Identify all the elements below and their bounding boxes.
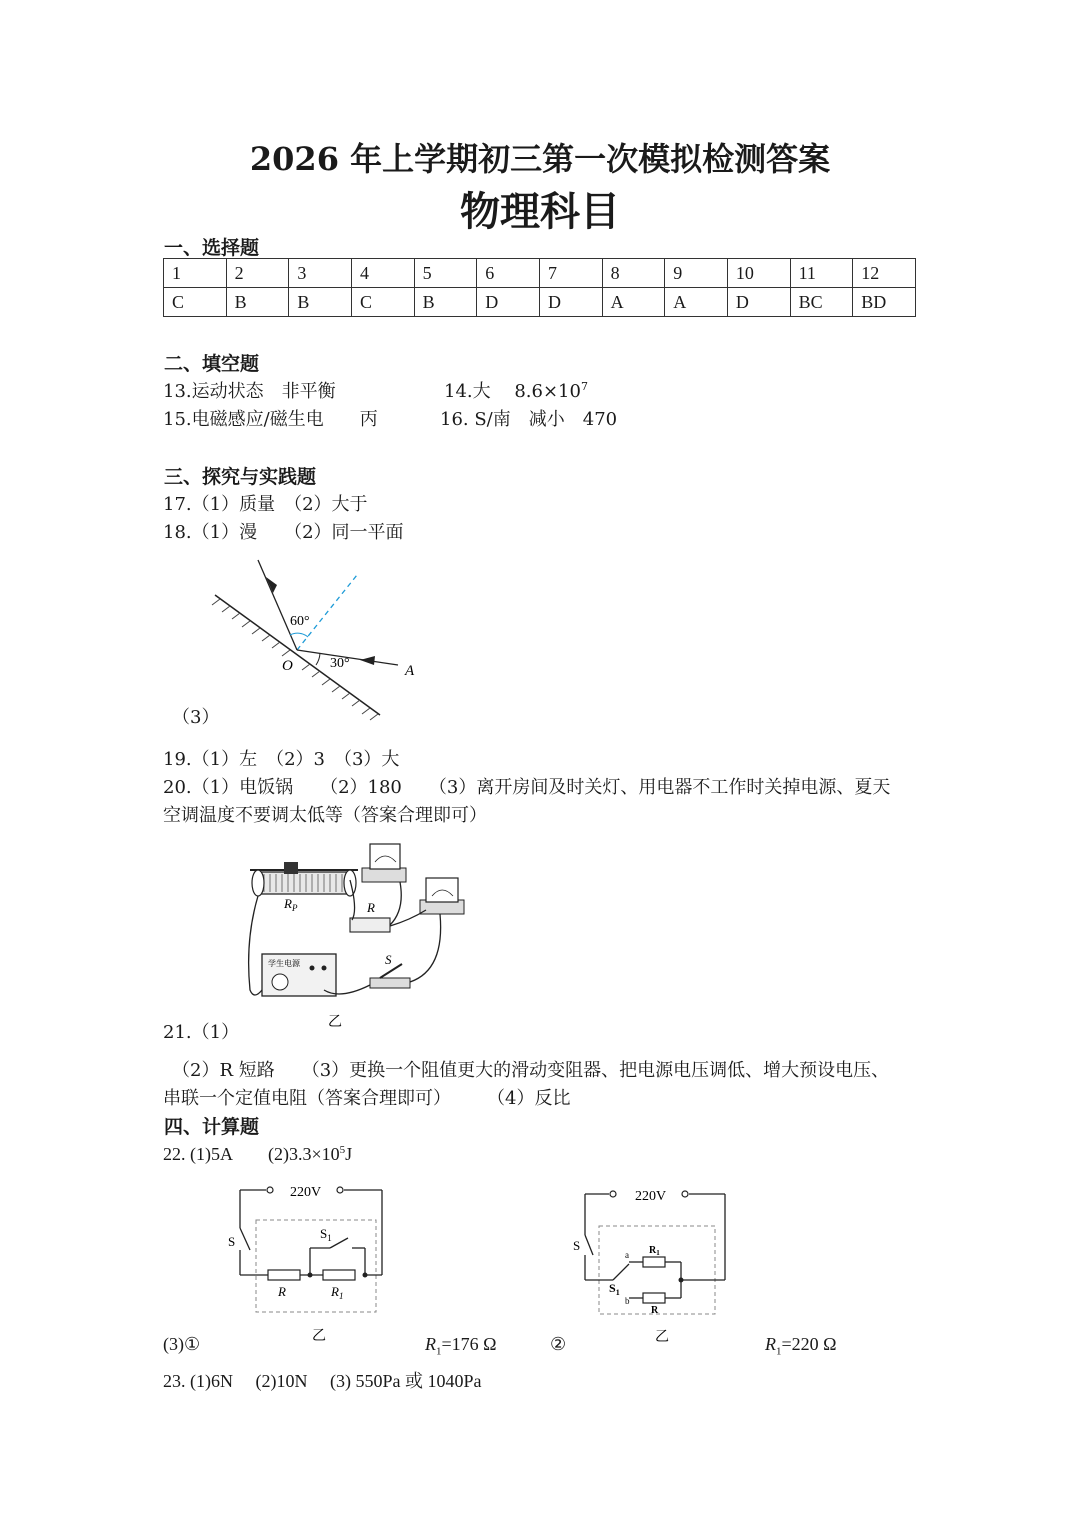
junction-dot <box>308 1273 313 1278</box>
answer-cell: B <box>226 288 289 317</box>
r-label: R <box>651 1305 659 1316</box>
question-number-cell: 3 <box>289 259 352 288</box>
q20-answer-line2: 空调温度不要调太低等（答案合理即可） <box>163 805 487 826</box>
question-number-cell: 8 <box>602 259 665 288</box>
switch-s1-icon <box>613 1264 629 1280</box>
r-label: R <box>367 900 375 915</box>
answer-cell: A <box>602 288 665 317</box>
q17-answer: 17.（1）质量 （2）大于 <box>163 494 368 515</box>
answer-cell: B <box>414 288 477 317</box>
junction-dot <box>363 1273 368 1278</box>
question-number-cell: 6 <box>477 259 540 288</box>
q20-answer-line1: 20.（1）电饭锅 （2）180 （3）离开房间及时关灯、用电器不工作时关掉电源、夏天 <box>163 777 891 798</box>
section-choice-heading: 一、选择题 <box>164 237 260 259</box>
s1-label: $S_1$ <box>609 1281 620 1297</box>
voltage-label: 220V <box>635 1189 667 1204</box>
s-label: S <box>385 952 392 967</box>
apparatus-diagram <box>240 840 480 1030</box>
terminal-icon <box>337 1187 343 1193</box>
power-supply-label: 学生电源 <box>268 959 300 968</box>
power-terminal-icon <box>322 966 327 971</box>
subject-title: 物理科目 <box>460 188 620 235</box>
normal-line <box>297 575 357 650</box>
question-number-cell: 11 <box>790 259 853 288</box>
point-o-label: O <box>282 658 293 674</box>
question-number-cell: 1 <box>164 259 227 288</box>
question-number-cell: 2 <box>226 259 289 288</box>
contact-a-label: a <box>625 1250 629 1260</box>
circuit1-caption: 乙 <box>312 1329 326 1344</box>
power-knob-icon <box>272 974 288 990</box>
rp-label: $R_P$ <box>284 896 298 913</box>
switch-s1-icon <box>330 1238 348 1248</box>
apparatus-caption: 乙 <box>328 1015 342 1030</box>
resistor-r <box>268 1270 300 1280</box>
voltmeter-base <box>362 868 406 882</box>
section-calc-heading: 四、计算题 <box>164 1116 260 1138</box>
resistor-r1 <box>323 1270 355 1280</box>
q22-answer-r1-176 <box>425 1334 497 1358</box>
circuit-switch-diagram <box>565 1180 745 1345</box>
reflected-ray <box>258 560 297 650</box>
question-number-cell: 5 <box>414 259 477 288</box>
question-number-cell: 9 <box>665 259 728 288</box>
point-a-label: A <box>405 663 415 679</box>
s1-label: $S_1$ <box>320 1226 332 1243</box>
switch-s-icon <box>585 1235 593 1255</box>
angle-arc-60 <box>290 633 308 637</box>
q18-part3-label: （3） <box>172 707 220 728</box>
circuit-series-diagram <box>220 1178 400 1343</box>
rheostat-end-left <box>252 870 264 896</box>
q23-answer: 23. (1)6N (2)10N (3) 550Pa 或 1040Pa <box>163 1371 482 1391</box>
question-number-cell: 10 <box>727 259 790 288</box>
terminal-icon <box>610 1191 616 1197</box>
answer-cell: C <box>164 288 227 317</box>
r-symbol: R <box>425 1334 436 1354</box>
answer-cell: D <box>477 288 540 317</box>
angle-60-label: 60° <box>290 614 310 629</box>
s-label: S <box>228 1234 236 1249</box>
r-subscript: 1 <box>776 1345 782 1358</box>
circuit1-wires <box>240 1190 382 1275</box>
question-number-cell: 4 <box>351 259 414 288</box>
r1-label: $R_1$ <box>331 1284 344 1301</box>
q22-part3-label: (3)① <box>163 1334 201 1354</box>
r1-value: =220 Ω <box>781 1334 837 1354</box>
answer-cell: C <box>351 288 414 317</box>
dashed-enclosure <box>256 1220 376 1312</box>
q22-exponent: 5 <box>339 1144 346 1156</box>
switch-base <box>370 978 410 988</box>
reflection-diagram <box>200 555 415 725</box>
voltage-label: 220V <box>290 1185 322 1200</box>
q14-exponent: 7 <box>580 380 588 393</box>
q13-answer: 13.运动状态 非平衡 <box>163 381 336 402</box>
q22-unit: J <box>345 1144 353 1164</box>
r-symbol: R <box>765 1334 776 1354</box>
question-number-cell: 7 <box>539 259 602 288</box>
resistor-r <box>350 918 390 932</box>
q22-part3-second-label: ② <box>550 1334 567 1354</box>
resistor-r <box>643 1293 665 1303</box>
q14-text: 14.大 8.6×10 <box>444 381 581 402</box>
section-fill-heading: 二、填空题 <box>164 353 260 375</box>
q22-text: 22. (1)5A (2)3.3×10 <box>163 1144 340 1164</box>
q15-answer: 15.电磁感应/磁生电 丙 <box>163 409 378 430</box>
rheostat-end-right <box>344 870 356 896</box>
answer-cell: D <box>539 288 602 317</box>
angle-30-label: 30° <box>330 656 350 671</box>
answer-cell: BC <box>790 288 853 317</box>
r1-value: =176 Ω <box>441 1334 497 1354</box>
power-terminal-icon <box>310 966 315 971</box>
r1-label: $R_1$ <box>649 1245 660 1257</box>
resistor-r1 <box>643 1257 665 1267</box>
angle-arc-30 <box>316 653 320 665</box>
junction-dot <box>679 1278 684 1283</box>
r-label: R <box>278 1284 286 1299</box>
exam-title: 2026 年上学期初三第一次模拟检测答案 <box>249 140 831 178</box>
q18-answer: 18.（1）漫 （2）同一平面 <box>163 522 404 543</box>
q19-answer: 19.（1）左 （2）3 （3）大 <box>163 749 400 770</box>
terminal-icon <box>682 1191 688 1197</box>
section-practice-heading: 三、探究与实践题 <box>164 466 317 488</box>
answer-cell: A <box>665 288 728 317</box>
q21-answer-line3: 串联一个定值电阻（答案合理即可） （4）反比 <box>163 1088 571 1109</box>
switch-s-icon <box>240 1228 250 1250</box>
answer-cell: BD <box>853 288 916 317</box>
incident-arrow-icon <box>360 656 375 665</box>
answer-cell: D <box>727 288 790 317</box>
circuit2-caption: 乙 <box>655 1330 669 1345</box>
r-subscript: 1 <box>436 1345 442 1358</box>
q22-answer <box>163 1140 352 1166</box>
question-number-cell: 12 <box>853 259 916 288</box>
terminal-icon <box>267 1187 273 1193</box>
s-label: S <box>573 1238 581 1253</box>
contact-b-label: b <box>625 1296 630 1306</box>
rheostat-slider <box>284 862 298 874</box>
question-number-row <box>164 259 916 288</box>
answer-row <box>164 288 916 317</box>
q21-answer-line2: （2）R 短路 （3）更换一个阻值更大的滑动变阻器、把电源电压调低、增大预设电压、 <box>172 1060 890 1081</box>
choice-answer-table <box>163 258 916 317</box>
voltmeter <box>370 844 400 869</box>
q22-answer-r1-220 <box>765 1334 837 1358</box>
answer-cell: B <box>289 288 352 317</box>
q16-answer: 16. S/南 减小 470 <box>440 409 618 430</box>
q21-part1-label: 21.（1） <box>163 1022 240 1043</box>
q14-answer <box>444 377 588 403</box>
